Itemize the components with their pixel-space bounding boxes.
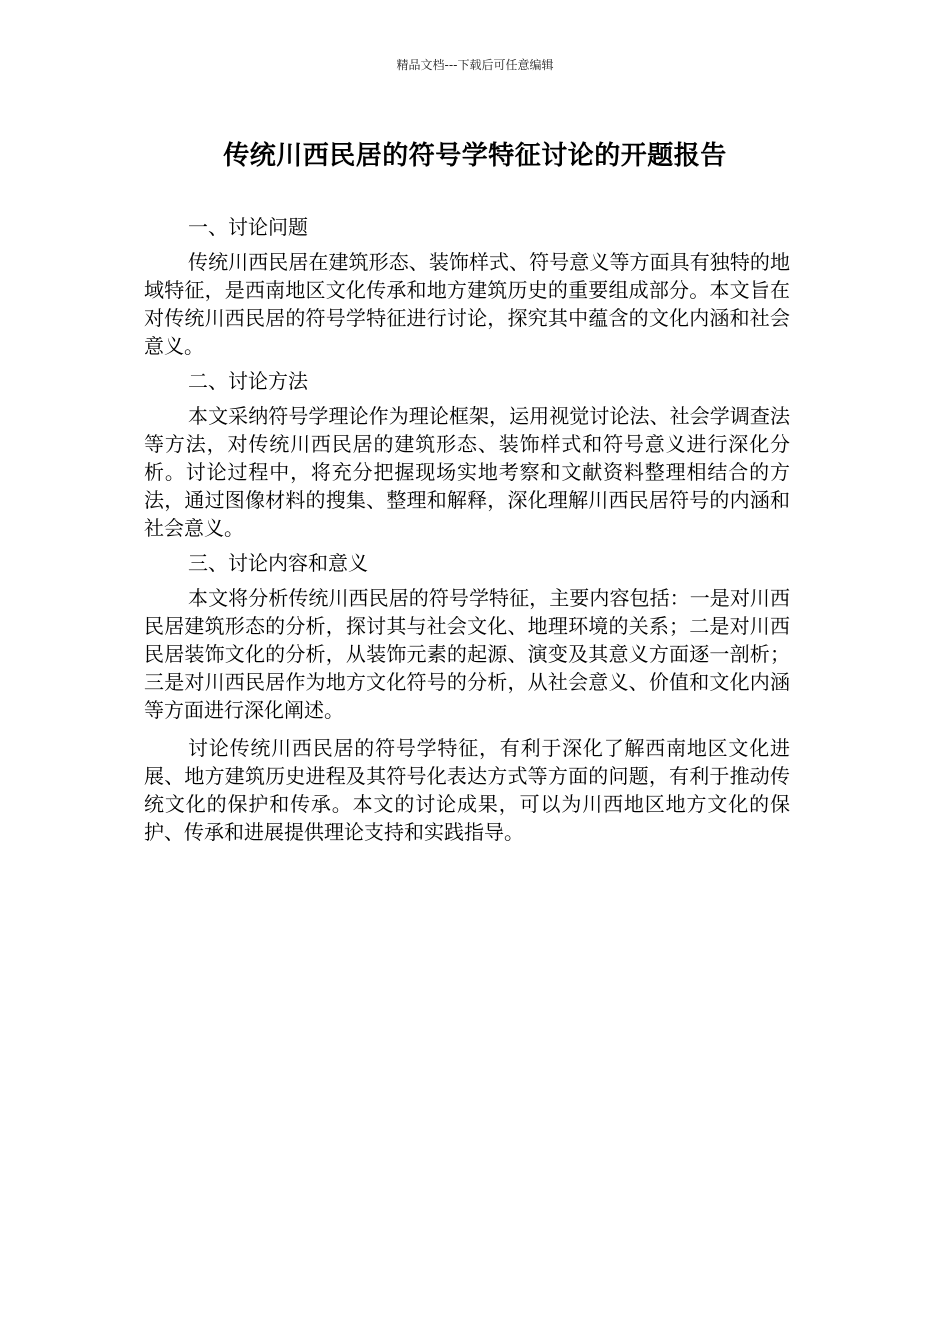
section-heading: 一、讨论问题: [188, 215, 308, 239]
section-heading: 三、讨论内容和意义: [188, 551, 368, 575]
paragraph: 本文采纳符号学理论作为理论框架，运用视觉讨论法、社会学调查法等方法，对传统川西民居的建筑形态、装饰样式和符号意义进行深化分析。讨论过程中，将充分把握现场实地考察和文献资料整理相结合的方法，通过图像材料的搜集、整理和解释，深化理解川西民居符号的内涵和社会意义。: [144, 404, 790, 540]
paragraph: 传统川西民居在建筑形态、装饰样式、符号意义等方面具有独特的地域特征，是西南地区文化传承和地方建筑历史的重要组成部分。本文旨在对传统川西民居的符号学特征进行讨论，探究其中蕴含的文化内涵和社会意义。: [144, 250, 790, 358]
section-research-method: [144, 366, 790, 542]
paragraph: 本文将分析传统川西民居的符号学特征，主要内容包括：一是对川西民居建筑形态的分析，探讨其与社会文化、地理环境的关系；二是对川西民居装饰文化的分析，从装饰元素的起源、演变及其意义方面逐一剖析；三是对川西民居作为地方文化符号的分析，从社会意义、价值和文化内涵等方面进行深化阐述。: [144, 586, 790, 722]
section-content-and-significance: [144, 548, 790, 846]
document-title: 传统川西民居的符号学特征讨论的开题报告: [223, 141, 727, 171]
paragraph: 讨论传统川西民居的符号学特征，有利于深化了解西南地区文化进展、地方建筑历史进程及其符号化表达方式等方面的问题，有利于推动传统文化的保护和传承。本文的讨论成果，可以为川西地区地方文化的保护、传承和进展提供理论支持和实践指导。: [144, 736, 790, 844]
section-research-question: [144, 212, 790, 360]
page-header: 精品文档---下载后可任意编辑: [396, 58, 554, 72]
document-body: [144, 212, 790, 852]
section-heading: 二、讨论方法: [188, 369, 308, 393]
